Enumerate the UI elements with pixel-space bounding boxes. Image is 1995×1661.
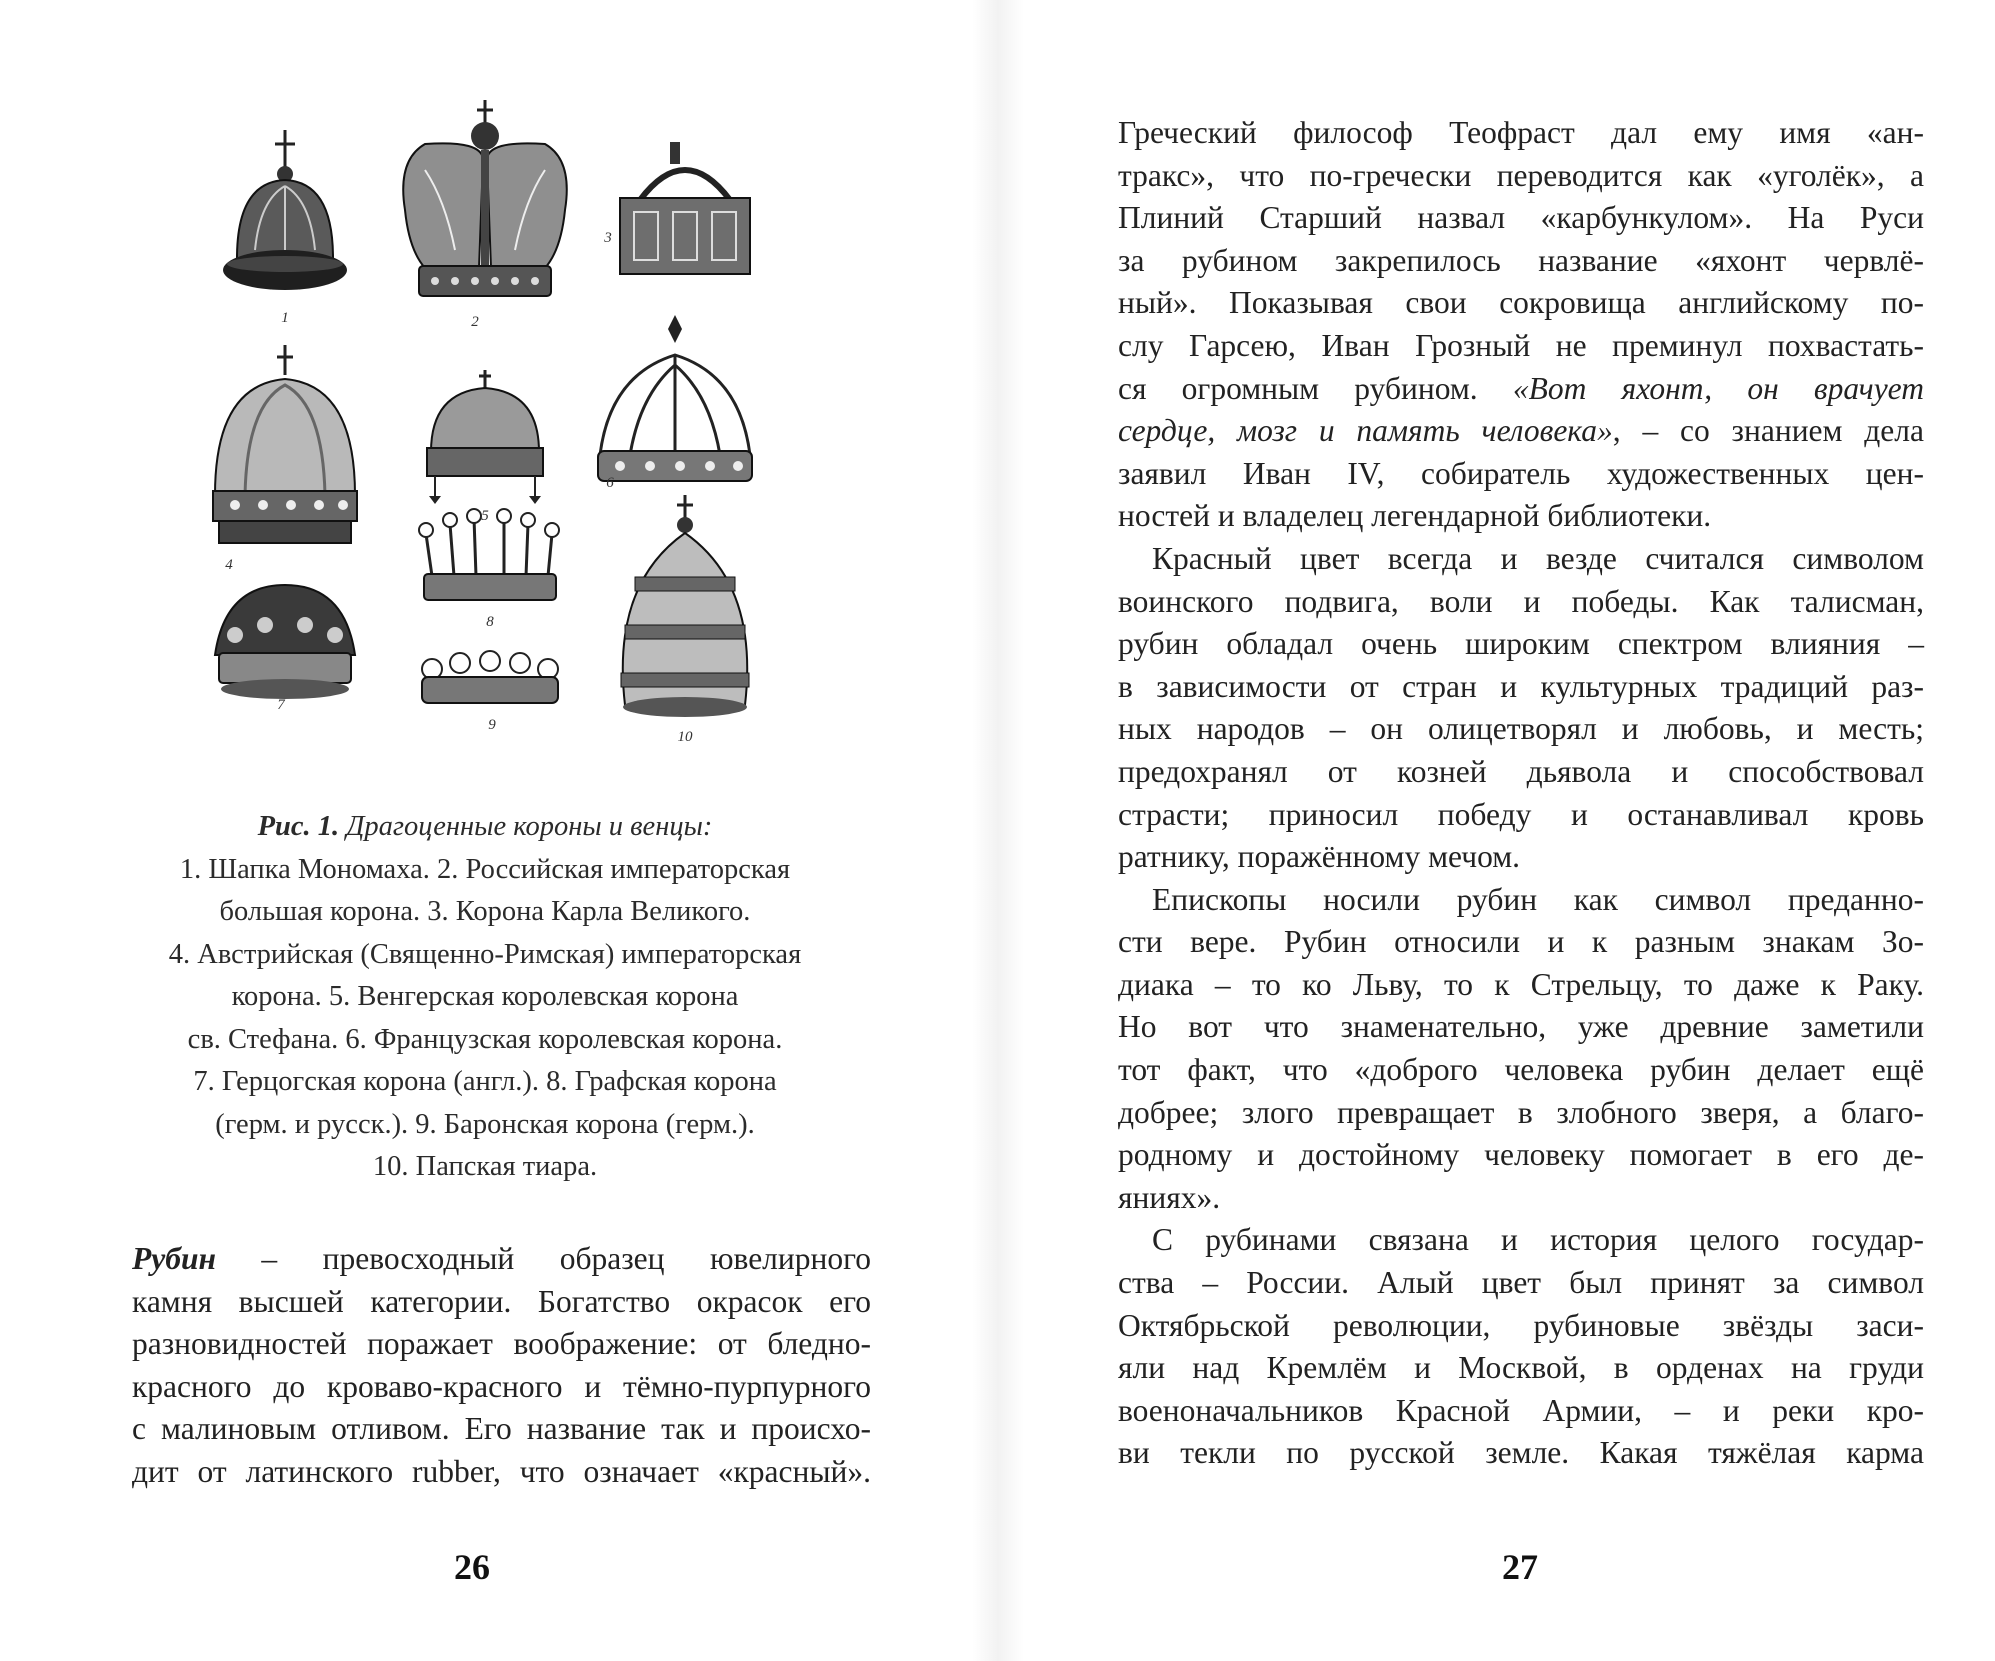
text-fragment: , – со знанием дела (1612, 413, 1924, 449)
quote-ivan-part1: «Вот яхонт, он врачует (1512, 370, 1924, 406)
text-line: Но вот что знаменательно, уже древние заметили (1118, 1009, 1924, 1045)
text-line: предохранял от козней дьявола и способствовал (1118, 753, 1924, 789)
term-definition: – превосходный образец ювелирного (215, 1241, 871, 1276)
quote-ivan-part2: сердце, мозг и память человека» (1118, 413, 1613, 449)
papal-tiara-icon (605, 495, 765, 735)
text-line: Октябрьской революции, рубиновые звёзды заси- (1118, 1307, 1924, 1343)
right-page (998, 0, 1995, 1661)
text-line: С рубинами связана и история целого государ- (1152, 1222, 1924, 1258)
charlemagne-crown-icon (610, 130, 760, 280)
term-ruby: Рубин (132, 1241, 216, 1276)
crown-number-1: 1 (281, 310, 289, 326)
text-line: ства – России. Алый цвет был принят за символ (1118, 1265, 1924, 1301)
crown-number-2: 2 (471, 314, 479, 330)
text-line: страсти; приносил победу и останавливал кровь (1118, 796, 1924, 832)
text-line: ностей и владелец легендарной библиотеки. (1118, 498, 1712, 534)
count-crown-icon (410, 510, 570, 620)
text-fragment: ся огромным рубином. (1118, 370, 1513, 406)
text-line: тракс», что по-гречески переводится как «уголёк», а (1118, 157, 1924, 193)
text-line: слу Гарсею, Иван Грозный не преминул похвастать- (1118, 327, 1924, 363)
crown-number-7: 7 (277, 697, 285, 713)
text-line: красного до кроваво-красного и тёмно-пурпурного (132, 1368, 871, 1404)
text-line: Красный цвет всегда и везде считался символом (1152, 540, 1924, 576)
text-line: ратнику, поражённому мечом. (1118, 839, 1521, 875)
text-line: ных народов – он олицетворял и любовь, и месть; (1118, 711, 1924, 747)
caption-title-text: Драгоценные короны и венцы: (339, 811, 713, 842)
caption-title (100, 806, 870, 849)
figure-caption (100, 806, 870, 1189)
text-line: яли над Кремлём и Москвой, в орденах на груди (1118, 1350, 1924, 1386)
crown-10-papal-tiara (605, 495, 765, 745)
caption-line: 1. Шапка Мономаха. 2. Российская императорская (179, 853, 791, 885)
page-number-right: 27 (1502, 1547, 1538, 1587)
crown-6-french (590, 315, 760, 505)
caption-line: 10. Папская тиара. (372, 1151, 598, 1182)
right-body-text (1118, 112, 1924, 1475)
crown-4-austrian-imperial (205, 345, 365, 575)
page-number-left: 26 (454, 1547, 490, 1587)
text-line: в зависимости от стран и культурных традиций раз- (1118, 668, 1924, 704)
text-line: сти вере. Рубин относили и к разным знакам Зо- (1118, 924, 1924, 960)
text-line: Плиний Старший назвал «карбункулом». На Руси (1118, 200, 1924, 236)
crown-3-charlemagne (604, 130, 760, 280)
crown-number-10: 10 (677, 729, 693, 745)
text-line: диака – то ко Льву, то к Стрельцу, то даже к Раку. (1118, 966, 1924, 1002)
caption-line: 7. Герцогская корона (англ.). 8. Графская корона (193, 1066, 777, 1097)
crowns-figure (205, 100, 795, 760)
crown-number-9: 9 (488, 717, 496, 733)
caption-label: Рис. 1. (257, 811, 340, 842)
text-line: рубин обладал очень широким спектром влияния – (1118, 626, 1924, 662)
text-line (1118, 410, 1924, 453)
text-line: яниях». (1118, 1179, 1221, 1215)
crown-8-count (410, 510, 570, 630)
text-line: разновидностей поражает воображение: от бледно- (132, 1326, 871, 1362)
text-line: за рубином закрепилось название «яхонт червлё- (1118, 242, 1924, 278)
left-body-text (132, 1238, 871, 1494)
text-line (1118, 368, 1924, 411)
crown-number-5: 5 (481, 508, 489, 524)
ducal-crown-icon (205, 575, 365, 715)
text-line: камня высшей категории. Богатство окрасок его (132, 1283, 871, 1319)
text-line: воинского подвига, воли и победы. Как талисман, (1118, 583, 1924, 619)
monomakh-cap-icon (215, 130, 355, 310)
crown-7-ducal (205, 575, 365, 715)
text-line: заявил Иван IV, собиратель художественных цен- (1118, 455, 1924, 491)
caption-line: 4. Австрийская (Священно-Римская) императорская (168, 938, 802, 970)
crown-1-monomakh-cap (215, 130, 355, 326)
austrian-crown-icon (205, 345, 365, 575)
caption-line: корона. 5. Венгерская королевская корона (231, 981, 739, 1012)
crown-2-russian-imperial (395, 100, 575, 330)
text-line: с малиновым отливом. Его название так и происхо- (132, 1411, 871, 1447)
text-line: дит от латинского rubber, что означает «красный». (132, 1453, 871, 1489)
hungarian-crown-icon (415, 370, 555, 510)
text-line: ный». Показывая свои сокровища английскому по- (1118, 285, 1924, 321)
text-line: добрее; злого превращает в злобного зверя, а благо- (1118, 1094, 1924, 1130)
crown-number-6: 6 (606, 475, 614, 491)
crown-number-8: 8 (486, 614, 494, 630)
text-line: Епископы носили рубин как символ преданно- (1152, 881, 1924, 917)
caption-line: (герм. и русск.). 9. Баронская корона (герм.). (215, 1108, 755, 1140)
crown-number-3: 3 (604, 230, 612, 246)
text-line: тот факт, что «доброго человека рубин делает ещё (1118, 1052, 1924, 1088)
caption-line: св. Стефана. 6. Французская королевская корона. (187, 1023, 783, 1055)
text-line: Греческий философ Теофраст дал ему имя «ан- (1118, 115, 1924, 150)
crown-5-hungarian (415, 370, 555, 524)
text-line (132, 1238, 871, 1281)
text-line: военоначальников Красной Армии, – и реки кро- (1118, 1392, 1924, 1428)
crown-9-baronial (410, 645, 570, 733)
text-line: родному и достойному человеку помогает в его де- (1118, 1137, 1924, 1173)
crown-number-4: 4 (225, 557, 233, 573)
caption-line: большая корона. 3. Корона Карла Великого. (219, 896, 751, 927)
text-line: ви текли по русской земле. Какая тяжёлая карма (1118, 1435, 1924, 1471)
imperial-crown-icon (395, 100, 575, 320)
baronial-crown-icon (410, 645, 570, 725)
